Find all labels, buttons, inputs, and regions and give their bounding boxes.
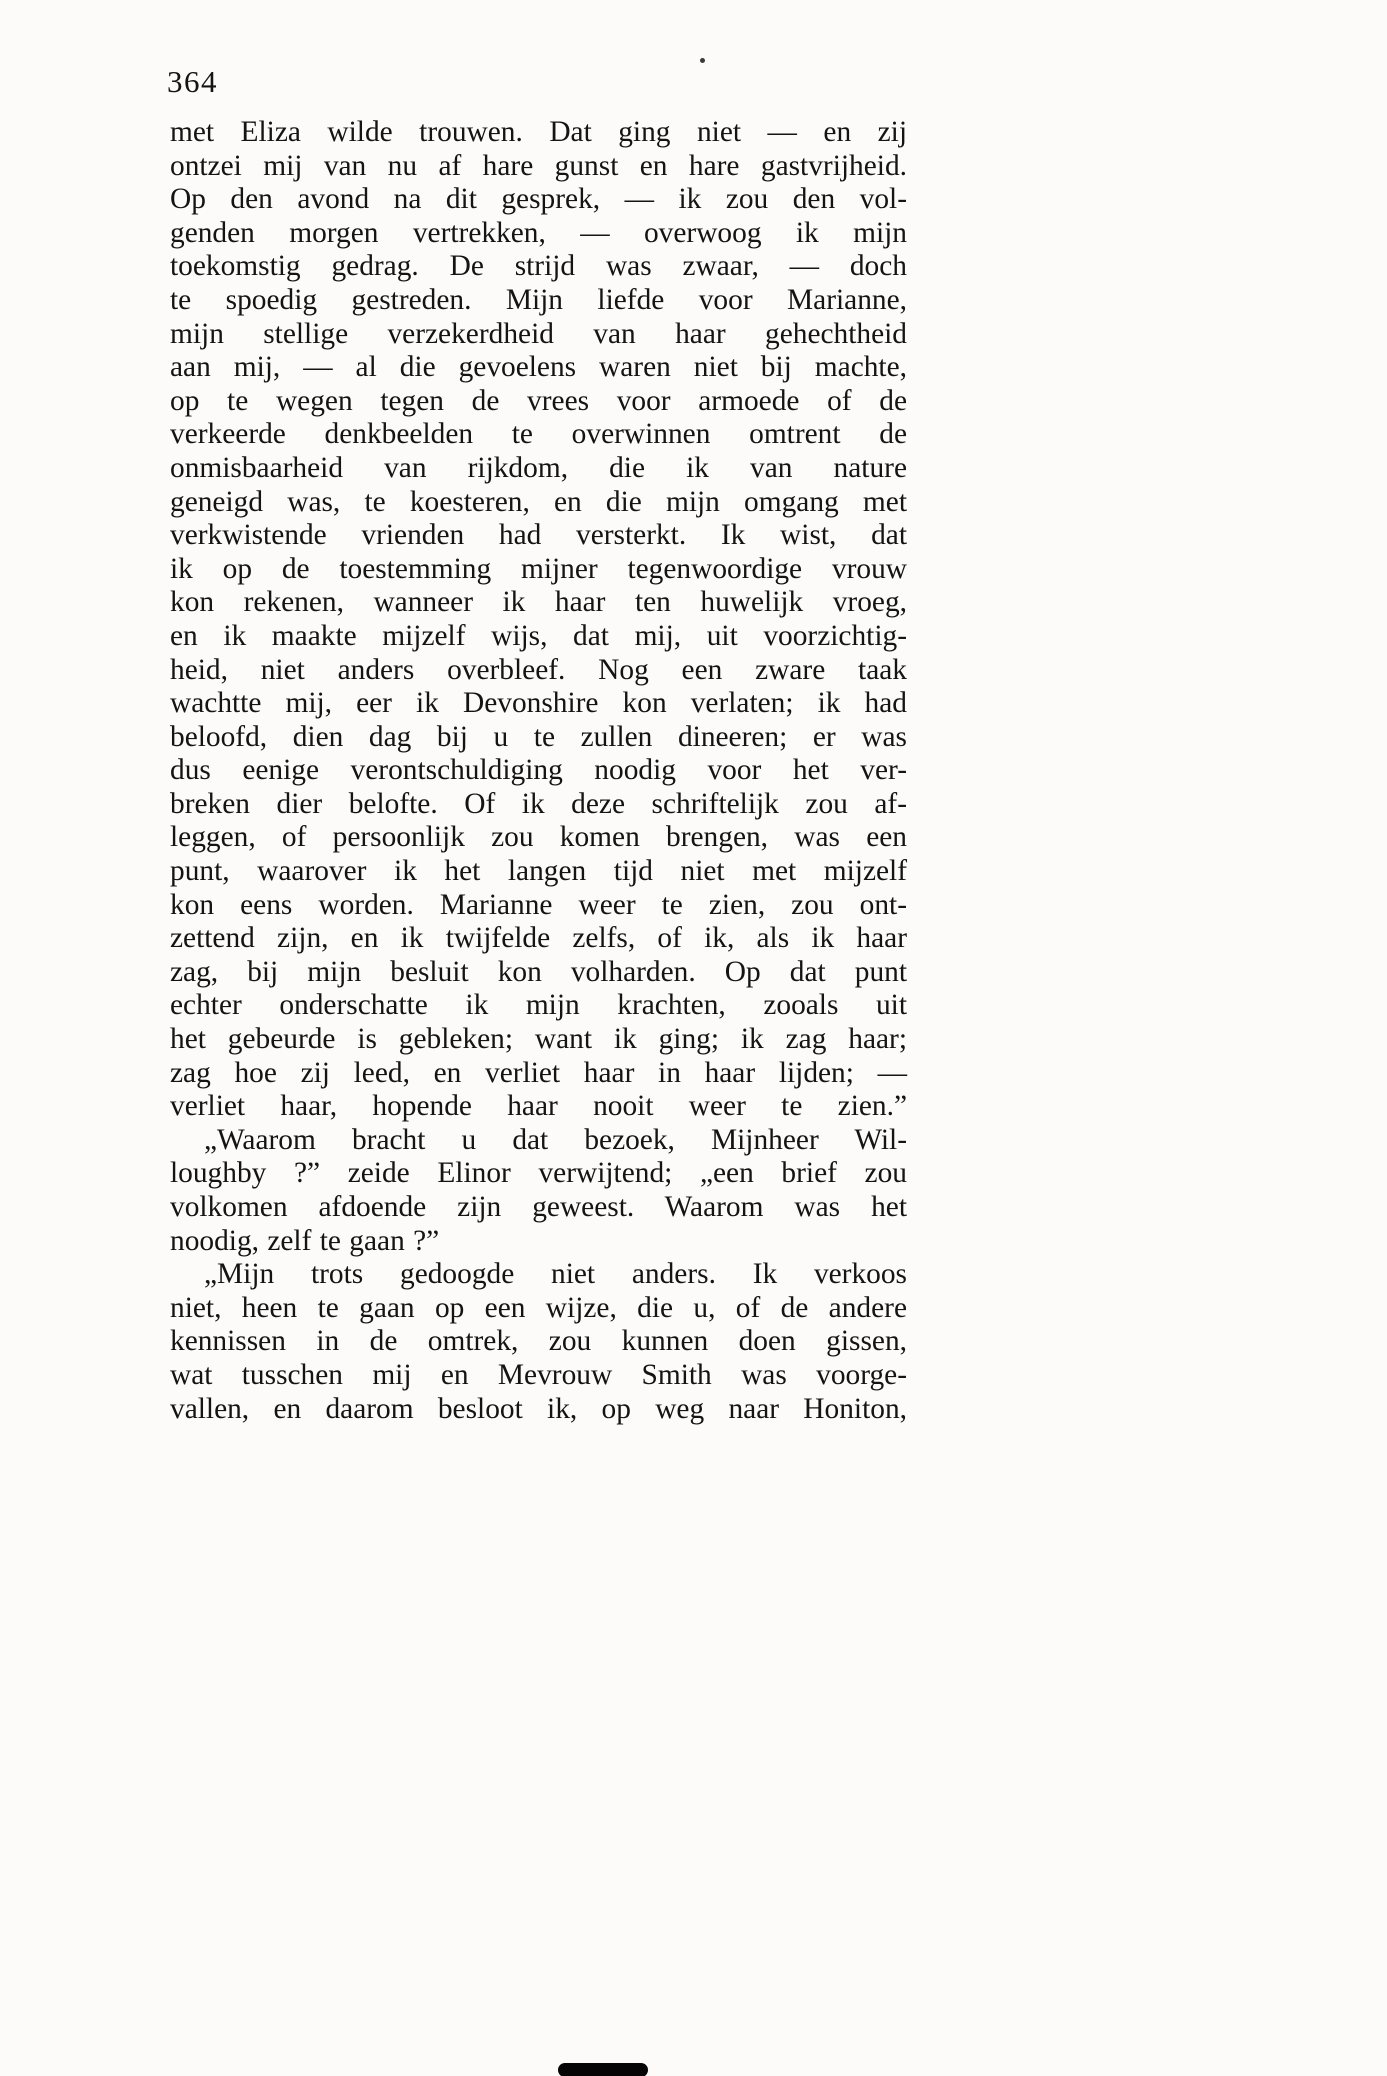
text-line: kennissen in de omtrek, zou kunnen doen gissen, xyxy=(170,1325,907,1358)
text-line: toekomstig gedrag. De strijd was zwaar, — doch xyxy=(170,250,907,283)
text-line: ik op de toestemming mijner tegenwoordige vrouw xyxy=(170,552,907,585)
text-line: loughby ?” zeide Elinor verwijtend; „een brief zou xyxy=(170,1157,907,1190)
scan-artifact-dot xyxy=(700,58,705,63)
text-line: heid, niet anders overbleef. Nog een zware taak xyxy=(170,653,907,686)
text-line: volkomen afdoende zijn geweest. Waarom was het xyxy=(170,1191,907,1223)
paragraph xyxy=(170,1124,907,1258)
text-line: verliet haar, hopende haar nooit weer te zien.” xyxy=(170,1090,907,1123)
text-line: leggen, of persoonlijk zou komen brengen, was een xyxy=(170,821,907,854)
text-line: mijn stellige verzekerdheid van haar gehechtheid xyxy=(170,317,907,350)
page-number: 364 xyxy=(167,64,218,99)
text-line: aan mij, — al die gevoelens waren niet bij machte, xyxy=(170,351,907,384)
scan-artifact-mark xyxy=(558,2063,648,2076)
text-line: niet, heen te gaan op een wijze, die u, of de andere xyxy=(170,1291,907,1324)
text-line: verkeerde denkbeelden te overwinnen omtrent de xyxy=(170,418,907,451)
text-line: beloofd, dien dag bij u te zullen dineeren; er was xyxy=(170,720,907,753)
text-line: kon eens worden. Marianne weer te zien, zou ont- xyxy=(170,888,907,921)
text-line: Op den avond na dit gesprek, — ik zou den vol- xyxy=(170,183,907,216)
text-line: geneigd was, te koesteren, en die mijn omgang met xyxy=(170,485,907,518)
text-line: onmisbaarheid van rijkdom, die ik van nature xyxy=(170,451,907,484)
text-line: vallen, en daarom besloot ik, op weg naar Honiton, xyxy=(170,1392,907,1425)
text-line: met Eliza wilde trouwen. Dat ging niet — en zij xyxy=(170,116,907,148)
text-line: punt, waarover ik het langen tijd niet met mijzelf xyxy=(170,855,907,888)
text-line: en ik maakte mijzelf wijs, dat mij, uit voorzichtig- xyxy=(170,619,907,652)
text-line: „Waarom bracht u dat bezoek, Mijnheer Wil- xyxy=(204,1123,907,1156)
text-line: zag hoe zij leed, en verliet haar in haar lijden; — xyxy=(170,1056,907,1089)
text-line: zag, bij mijn besluit kon volharden. Op dat punt xyxy=(170,955,907,988)
text-line: het gebeurde is gebleken; want ik ging; ik zag haar; xyxy=(170,1023,907,1056)
text-line: wat tusschen mij en Mevrouw Smith was voorge- xyxy=(170,1358,907,1391)
text-line: te spoedig gestreden. Mijn liefde voor Marianne, xyxy=(170,283,907,316)
text-line: kon rekenen, wanneer ik haar ten huwelijk vroeg, xyxy=(170,586,907,619)
text-block xyxy=(170,116,907,1426)
text-line: breken dier belofte. Of ik deze schriftelijk zou af- xyxy=(170,787,907,820)
text-line: noodig, zelf te gaan ?” xyxy=(170,1224,440,1257)
text-line: op te wegen tegen de vrees voor armoede of de xyxy=(170,384,907,417)
text-line: dus eenige verontschuldiging noodig voor het ver- xyxy=(170,754,907,787)
text-line: genden morgen vertrekken, — overwoog ik mijn xyxy=(170,216,907,249)
paragraph xyxy=(170,116,907,1124)
text-line: „Mijn trots gedoogde niet anders. Ik verkoos xyxy=(204,1258,907,1291)
text-line: ontzei mij van nu af hare gunst en hare gastvrijheid. xyxy=(170,149,907,182)
text-line: echter onderschatte ik mijn krachten, zooals uit xyxy=(170,989,907,1022)
text-line: verkwistende vrienden had versterkt. Ik wist, dat xyxy=(170,519,907,552)
paragraph xyxy=(170,1258,907,1426)
text-line: zettend zijn, en ik twijfelde zelfs, of ik, als ik haar xyxy=(170,922,907,955)
text-line: wachtte mij, eer ik Devonshire kon verlaten; ik had xyxy=(170,687,907,720)
